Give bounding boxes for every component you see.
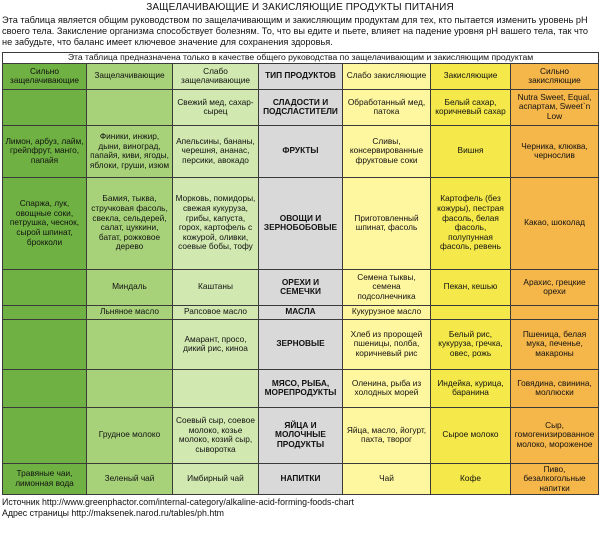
cell-strong-acid xyxy=(511,305,599,319)
table-row xyxy=(3,319,599,369)
cell-strong-acid: Nutra Sweet, Equal, аспартам, Sweet`n Low xyxy=(511,89,599,125)
cell-alkaline: Грудное молоко xyxy=(87,407,173,463)
cell-strong-acid: Сыр, гомогенизированное молоко, мороженое xyxy=(511,407,599,463)
cell-strong-alkaline: Лимон, арбуз, лайм, грейпфрут, манго, папайя xyxy=(3,125,87,177)
table-row xyxy=(3,305,599,319)
cell-alkaline: Зеленый чай xyxy=(87,463,173,495)
header-acid: Закисляющие xyxy=(431,63,511,89)
cell-weak-alkaline: Рапсовое масло xyxy=(173,305,259,319)
page-address-link[interactable]: Адрес страницы http://maksenek.narod.ru/tables/ph.htm xyxy=(2,508,224,519)
table-row xyxy=(3,125,599,177)
cell-food-type: ОРЕХИ И СЕМЕЧКИ xyxy=(259,269,343,305)
cell-acid xyxy=(431,305,511,319)
cell-weak-alkaline: Морковь, помидоры, свежая кукуруза, грибы, капуста, горох, картофель с кожурой, оливки, соевые бобы, тофу xyxy=(173,177,259,269)
cell-strong-alkaline xyxy=(3,89,87,125)
cell-strong-acid: Черника, клюква, чернослив xyxy=(511,125,599,177)
cell-weak-acid: Сливы, консервированные фруктовые соки xyxy=(343,125,431,177)
cell-strong-alkaline xyxy=(3,407,87,463)
header-alkaline: Защелачивающие xyxy=(87,63,173,89)
source-link[interactable]: Источник http://www.greenphactor.com/internal-category/alkaline-acid-forming-foods-chart xyxy=(2,497,354,508)
cell-food-type: ФРУКТЫ xyxy=(259,125,343,177)
cell-strong-alkaline xyxy=(3,319,87,369)
header-food-type: ТИП ПРОДУКТОВ xyxy=(259,63,343,89)
table-row xyxy=(3,89,599,125)
header-weak-acid: Слабо закисляющие xyxy=(343,63,431,89)
cell-alkaline: Финики, инжир, дыни, виноград, папайя, киви, ягоды, яблоки, груши, изюм xyxy=(87,125,173,177)
page-title: ЗАЩЕЛАЧИВАЮЩИЕ И ЗАКИСЛЯЮЩИЕ ПРОДУКТЫ ПИТАНИЯ xyxy=(146,2,454,13)
cell-strong-alkaline: Травяные чаи, лимонная вода xyxy=(3,463,87,495)
cell-alkaline xyxy=(87,369,173,407)
cell-weak-acid: Оленина, рыба из холодных морей xyxy=(343,369,431,407)
cell-weak-alkaline: Амарант, просо, дикий рис, киноа xyxy=(173,319,259,369)
cell-acid: Сырое молоко xyxy=(431,407,511,463)
cell-food-type: ЯЙЦА И МОЛОЧНЫЕ ПРОДУКТЫ xyxy=(259,407,343,463)
cell-alkaline xyxy=(87,319,173,369)
intro-text: Эта таблица является общим руководством по защелачивающим и закисляющим продуктам для тех, кто пытается изменить уровень рН своего тела. Закисление организма способствует болезням. То, что вы едите и пьете, влияет на падение уровня рН вашего тела, так что не забудьте, что баланс имеет ключевое значение для сохранения здоровья. xyxy=(2,15,589,48)
cell-weak-acid: Приготовленный шпинат, фасоль xyxy=(343,177,431,269)
cell-acid: Кофе xyxy=(431,463,511,495)
cell-food-type: ЗЕРНОВЫЕ xyxy=(259,319,343,369)
cell-alkaline: Льняное масло xyxy=(87,305,173,319)
table-body xyxy=(3,89,599,495)
cell-strong-acid: Пшеница, белая мука, печенье, макароны xyxy=(511,319,599,369)
header-weak-alkaline: Слабо защелачивающие xyxy=(173,63,259,89)
cell-acid: Вишня xyxy=(431,125,511,177)
cell-weak-alkaline xyxy=(173,369,259,407)
footer xyxy=(0,495,600,519)
table-row xyxy=(3,463,599,495)
header-row xyxy=(3,63,599,89)
cell-strong-alkaline: Спаржа, лук, овощные соки, петрушка, чеснок, сырой шпинат, брокколи xyxy=(3,177,87,269)
cell-food-type: СЛАДОСТИ И ПОДСЛАСТИТЕЛИ xyxy=(259,89,343,125)
cell-strong-alkaline xyxy=(3,305,87,319)
cell-weak-acid: Яйца, масло, йогурт, пахта, творог xyxy=(343,407,431,463)
table-row xyxy=(3,407,599,463)
cell-acid: Белый сахар, коричневый сахар xyxy=(431,89,511,125)
cell-weak-acid: Чай xyxy=(343,463,431,495)
cell-food-type: МЯСО, РЫБА, МОРЕПРОДУКТЫ xyxy=(259,369,343,407)
table-row xyxy=(3,269,599,305)
cell-strong-alkaline xyxy=(3,369,87,407)
cell-weak-alkaline: Свежий мед, сахар-сырец xyxy=(173,89,259,125)
cell-weak-acid: Семена тыквы, семена подсолнечника xyxy=(343,269,431,305)
cell-strong-acid: Какао, шоколад xyxy=(511,177,599,269)
cell-alkaline: Бамия, тыква, стручковая фасоль, свекла, сельдерей, салат, цуккини, батат, рожковое дерево xyxy=(87,177,173,269)
cell-weak-alkaline: Каштаны xyxy=(173,269,259,305)
cell-acid: Пекан, кешью xyxy=(431,269,511,305)
cell-strong-acid: Пиво, безалкогольные напитки xyxy=(511,463,599,495)
cell-weak-acid: Кукурузное масло xyxy=(343,305,431,319)
cell-alkaline xyxy=(87,89,173,125)
table-row xyxy=(3,369,599,407)
cell-food-type: ОВОЩИ И ЗЕРНОБОБОВЫЕ xyxy=(259,177,343,269)
cell-weak-alkaline: Апельсины, бананы, черешня, ананас, персики, авокадо xyxy=(173,125,259,177)
cell-strong-acid: Арахис, грецкие орехи xyxy=(511,269,599,305)
cell-weak-alkaline: Имбирный чай xyxy=(173,463,259,495)
table-banner: Эта таблица предназначена только в качестве общего руководства по защелачивающим и закисляющим продуктам xyxy=(3,52,599,63)
header-strong-alkaline: Сильно защелачивающие xyxy=(3,63,87,89)
cell-strong-acid: Говядина, свинина, моллюски xyxy=(511,369,599,407)
cell-acid: Картофель (без кожуры), пестрая фасоль, белая фасоль, полупунная фасоль, ревень xyxy=(431,177,511,269)
cell-weak-acid: Обработанный мед, патока xyxy=(343,89,431,125)
cell-acid: Белый рис, кукуруза, гречка, овес, рожь xyxy=(431,319,511,369)
food-ph-table xyxy=(2,52,599,496)
cell-strong-alkaline xyxy=(3,269,87,305)
cell-weak-acid: Хлеб из пророщей пшеницы, полба, коричневый рис xyxy=(343,319,431,369)
cell-acid: Индейка, курица, баранина xyxy=(431,369,511,407)
table-row xyxy=(3,177,599,269)
cell-alkaline: Миндаль xyxy=(87,269,173,305)
header-strong-acid: Сильно закисляющие xyxy=(511,63,599,89)
cell-food-type: МАСЛА xyxy=(259,305,343,319)
cell-weak-alkaline: Соевый сыр, соевое молоко, козье молоко, козий сыр, сыворотка xyxy=(173,407,259,463)
cell-food-type: НАПИТКИ xyxy=(259,463,343,495)
